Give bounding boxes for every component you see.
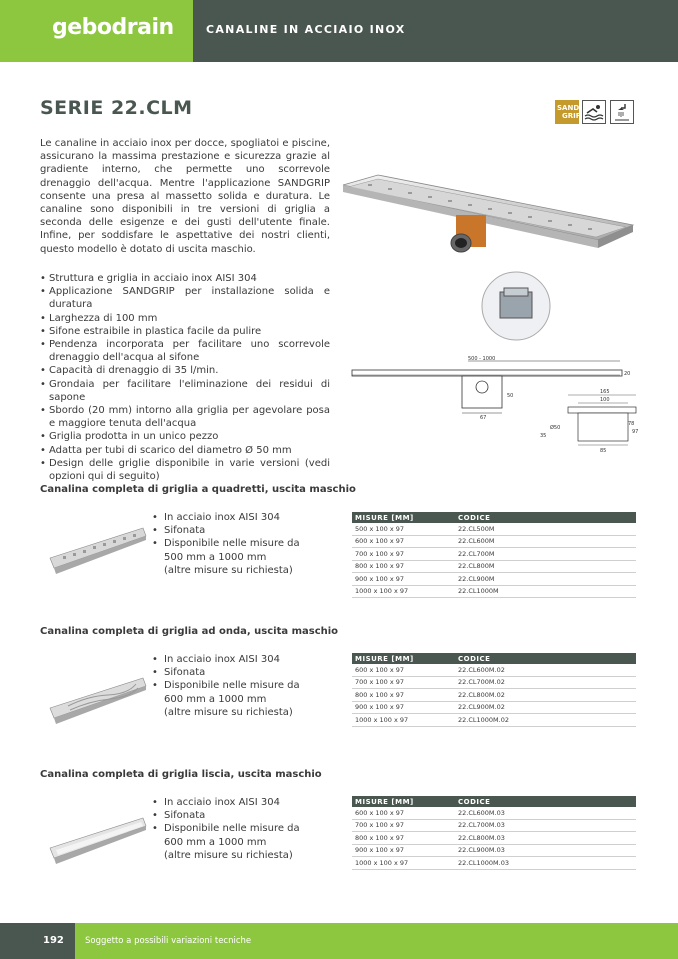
section-features bbox=[152, 796, 300, 862]
dim-100: 100 bbox=[600, 397, 610, 403]
table-row: 600 x 100 x 97 22.CL600M bbox=[352, 535, 636, 548]
table-row: 900 x 100 x 97 22.CL900M.02 bbox=[352, 701, 636, 714]
sandgrip-line2: GRIP bbox=[562, 112, 581, 120]
table-row: 1000 x 100 x 97 22.CL1000M.03 bbox=[352, 857, 636, 870]
table-row: 800 x 100 x 97 22.CL800M.03 bbox=[352, 832, 636, 845]
dim-length: 500 - 1000 bbox=[468, 356, 496, 362]
product-image-wave bbox=[48, 668, 148, 728]
table-header-row bbox=[352, 653, 636, 664]
section-feature: • Sifonata bbox=[152, 666, 300, 679]
table-row: 700 x 100 x 97 22.CL700M bbox=[352, 548, 636, 561]
section-feature: • In acciaio inox AISI 304 bbox=[152, 796, 300, 809]
size-header: MISURE [MM] bbox=[352, 653, 455, 664]
feature-item: • Larghezza di 100 mm bbox=[40, 312, 330, 325]
table-row: 800 x 100 x 97 22.CL800M.02 bbox=[352, 689, 636, 702]
section-feature: • In acciaio inox AISI 304 bbox=[152, 653, 300, 666]
sandgrip-icon bbox=[555, 100, 579, 124]
size-header: MISURE [MM] bbox=[352, 796, 455, 807]
table-row: 1000 x 100 x 97 22.CL1000M bbox=[352, 585, 636, 598]
intro-paragraph: Le canaline in acciaio inox per docce, spogliatoi e piscine, assicurano la massima prestazione e sicurezza grazie al gradiente interno, che permette uno scorrevole drenaggio dell'acqua. Mentre l'applicazione SANDGRIP consente una presa al massetto solida e duratura. Le canaline sono disponibili in tre versioni di griglia a seconda delle esigenze e dei gusti dell'utente finale. Infine, per soddisfare le aspettative dei nostri clienti, questo modello è dotato di uscita maschio. bbox=[40, 138, 330, 255]
table-row: 800 x 100 x 97 22.CL800M bbox=[352, 560, 636, 573]
page-number: 192 bbox=[43, 935, 64, 946]
logo-box bbox=[0, 0, 193, 62]
feature-item: • Sifone estraibile in plastica facile da pulire bbox=[40, 325, 330, 338]
feature-item: • Sbordo (20 mm) intorno alla griglia per agevolare posa e maggiore tenuta dell'acqua bbox=[40, 404, 330, 430]
section-feature: (altre misure su richiesta) bbox=[164, 849, 293, 861]
section-feature: (altre misure su richiesta) bbox=[164, 706, 293, 718]
dim-97: 97 bbox=[632, 429, 638, 435]
section-feature: • Disponibile nelle misure da bbox=[152, 679, 300, 692]
siphon-detail-image bbox=[480, 270, 552, 342]
dim-78: 78 bbox=[628, 421, 635, 427]
table-header-row bbox=[352, 796, 636, 807]
section-features bbox=[152, 653, 300, 719]
spec-table bbox=[352, 653, 636, 727]
swimming-pool-icon bbox=[582, 100, 606, 124]
product-image bbox=[338, 170, 638, 280]
series-title: SERIE 22.CLM bbox=[40, 97, 193, 119]
section-feature: 600 mm a 1000 mm bbox=[164, 836, 267, 848]
footer-note: Soggetto a possibili variazioni tecniche bbox=[85, 936, 252, 946]
dim-165: 165 bbox=[600, 389, 610, 395]
feature-item: • Griglia prodotta in un unico pezzo bbox=[40, 430, 330, 443]
section-feature: • Disponibile nelle misure da bbox=[152, 537, 300, 550]
section-features bbox=[152, 511, 300, 577]
table-row: 600 x 100 x 97 22.CL600M.02 bbox=[352, 664, 636, 676]
dim-67: 67 bbox=[480, 415, 487, 421]
header-title: CANALINE IN ACCIAIO INOX bbox=[206, 23, 406, 36]
table-row: 1000 x 100 x 97 22.CL1000M.02 bbox=[352, 714, 636, 727]
code-header: CODICE bbox=[455, 653, 636, 664]
table-row: 700 x 100 x 97 22.CL700M.03 bbox=[352, 819, 636, 832]
technical-drawing-section bbox=[538, 385, 638, 455]
spec-table bbox=[352, 512, 636, 598]
section-title: Canalina completa di griglia liscia, uscita maschio bbox=[40, 769, 322, 780]
spec-table bbox=[352, 796, 636, 870]
code-header: CODICE bbox=[455, 512, 636, 523]
section-feature: • Sifonata bbox=[152, 809, 300, 822]
table-row: 900 x 100 x 97 22.CL900M.03 bbox=[352, 844, 636, 857]
shower-icon bbox=[610, 100, 634, 124]
table-header-row bbox=[352, 512, 636, 523]
brand-logo: gebodrain bbox=[52, 15, 174, 40]
sandgrip-line1: SAND bbox=[557, 104, 580, 112]
feature-item: • Applicazione SANDGRIP per installazione solida e duratura bbox=[40, 285, 330, 311]
table-row: 600 x 100 x 97 22.CL600M.03 bbox=[352, 807, 636, 819]
table-row: 500 x 100 x 97 22.CL500M bbox=[352, 523, 636, 535]
dim-20: 20 bbox=[624, 371, 631, 377]
dim-35: 35 bbox=[540, 433, 547, 439]
section-feature: • Disponibile nelle misure da bbox=[152, 822, 300, 835]
feature-item: • Struttura e griglia in acciaio inox AISI 304 bbox=[40, 272, 330, 285]
section-feature: • Sifonata bbox=[152, 524, 300, 537]
section-title: Canalina completa di griglia a quadretti, uscita maschio bbox=[40, 484, 356, 495]
feature-item: • Capacità di drenaggio di 35 l/min. bbox=[40, 364, 330, 377]
features-list bbox=[40, 272, 330, 483]
table-row: 700 x 100 x 97 22.CL700M.02 bbox=[352, 676, 636, 689]
section-feature: • In acciaio inox AISI 304 bbox=[152, 511, 300, 524]
table-row: 900 x 100 x 97 22.CL900M bbox=[352, 573, 636, 586]
size-header: MISURE [MM] bbox=[352, 512, 455, 523]
feature-item: • Pendenza incorporata per facilitare uno scorrevole drenaggio dell'acqua al sifone bbox=[40, 338, 330, 364]
section-title: Canalina completa di griglia ad onda, uscita maschio bbox=[40, 626, 339, 637]
feature-item: • Grondaia per facilitare l'eliminazione dei residui di sapone bbox=[40, 378, 330, 404]
dim-50: 50 bbox=[507, 393, 514, 399]
feature-item: • Design delle griglie disponibile in varie versioni (vedi opzioni qui di seguito) bbox=[40, 457, 330, 483]
section-feature: 500 mm a 1000 mm bbox=[164, 551, 267, 563]
product-image-squares bbox=[48, 518, 148, 578]
dim-85: 85 bbox=[600, 448, 607, 454]
section-feature: 600 mm a 1000 mm bbox=[164, 693, 267, 705]
dim-phi50: Ø50 bbox=[550, 425, 561, 431]
feature-item: • Adatta per tubi di scarico del diametro Ø 50 mm bbox=[40, 444, 330, 457]
code-header: CODICE bbox=[455, 796, 636, 807]
product-image-smooth bbox=[48, 808, 148, 868]
section-feature: (altre misure su richiesta) bbox=[164, 564, 293, 576]
